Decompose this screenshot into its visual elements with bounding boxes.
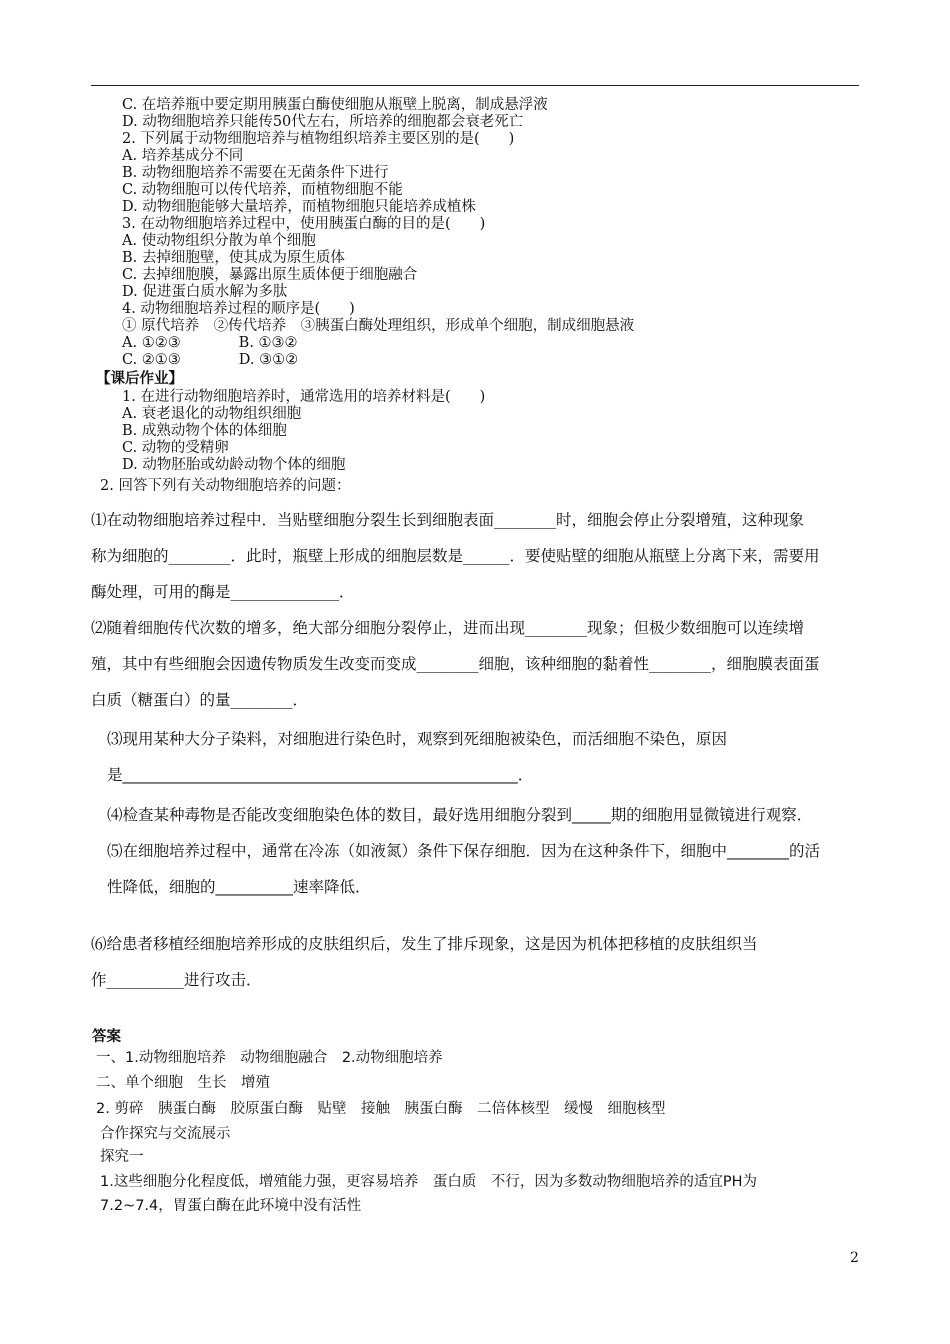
- question-option: D. 动物胚胎或幼龄动物个体的细胞: [122, 457, 346, 473]
- answer-line: 探究一: [100, 1149, 144, 1165]
- section-header-answers: 答案: [92, 1029, 121, 1045]
- question-option: C. 动物的受精卵: [122, 440, 229, 456]
- question-option: D. 动物细胞培养只能传50代左右，所培养的细胞都会衰老死亡: [122, 114, 524, 130]
- fill-blank-paragraph: 殖，其中有些细胞会因遗传物质发生改变而变成________细胞，该种细胞的黏着性________，细胞膜表面蛋: [91, 655, 820, 673]
- fill-blank-paragraph: 性降低，细胞的__________速率降低．: [107, 878, 371, 896]
- answer-line: 合作探究与交流展示: [100, 1126, 231, 1142]
- fill-blank-paragraph: ⑷检查某种毒物是否能改变细胞染色体的数目，最好选用细胞分裂到_____期的细胞用显微镜进行观察．: [107, 806, 813, 824]
- question-stem: 3. 在动物细胞培养过程中，使用胰蛋白酶的目的是( ): [122, 216, 486, 232]
- question-stem: 2. 下列属于动物细胞培养与植物组织培养主要区别的是( ): [122, 131, 515, 147]
- question-option: D. 促进蛋白质水解为多肽: [122, 284, 288, 300]
- question-option: C. 在培养瓶中要定期用胰蛋白酶使细胞从瓶壁上脱离，制成悬浮液: [122, 97, 548, 113]
- answer-line: 二、单个细胞 生长 增殖: [96, 1075, 270, 1091]
- question-stem: 1. 在进行动物细胞培养时，通常选用的培养材料是( ): [122, 389, 486, 405]
- question-option: A. 培养基成分不同: [122, 148, 244, 164]
- answer-line: 2. 剪碎 胰蛋白酶 胶原蛋白酶 贴壁 接触 胰蛋白酶 二倍体核型 缓慢 细胞核型: [96, 1101, 666, 1117]
- fill-blank-paragraph: 酶处理，可用的酶是______________．: [91, 583, 355, 601]
- fill-blank-paragraph: ⑶现用某种大分子染料，对细胞进行染色时，观察到死细胞被染色，而活细胞不染色，原因: [107, 730, 728, 748]
- question-option: B. 动物细胞培养不需要在无菌条件下进行: [122, 165, 389, 181]
- question-option: B. 去掉细胞壁，使其成为原生质体: [122, 250, 345, 266]
- question-stem: 2. 回答下列有关动物细胞培养的问题：: [100, 478, 351, 494]
- page-number: 2: [850, 1250, 859, 1266]
- fill-blank-paragraph: 称为细胞的________．此时，瓶壁上形成的细胞层数是______．要使贴壁的细胞从瓶壁上分离下来，需要用: [91, 547, 820, 565]
- fill-blank-paragraph: 白质（糖蛋白）的量________．: [91, 691, 309, 709]
- fill-blank-paragraph: ⑴在动物细胞培养过程中．当贴壁细胞分裂生长到细胞表面________时，细胞会停止分裂增殖，这种现象: [91, 511, 805, 529]
- fill-blank-paragraph: ⑸在细胞培养过程中，通常在冷冻（如液氮）条件下保存细胞．因为在这种条件下，细胞中________的活: [107, 842, 821, 860]
- question-option: C. ②①③ D. ③①②: [122, 352, 299, 368]
- question-option: C. 去掉细胞膜，暴露出原生质体便于细胞融合: [122, 267, 418, 283]
- answer-line: 一、1.动物细胞培养 动物细胞融合 2.动物细胞培养: [96, 1050, 443, 1066]
- fill-blank-paragraph: 作__________进行攻击．: [91, 971, 262, 989]
- question-option: A. 衰老退化的动物组织细胞: [122, 406, 302, 422]
- answer-line: 7.2~7.4，胃蛋白酶在此环境中没有活性: [100, 1198, 362, 1214]
- fill-blank-paragraph: ⑹给患者移植经细胞培养形成的皮肤组织后，发生了排斥现象，这是因为机体把移植的皮肤组织当: [91, 935, 758, 953]
- header-rule: [91, 85, 859, 86]
- question-option: A. ①②③ B. ①③②: [122, 335, 298, 351]
- question-stem: 4. 动物细胞培养过程的顺序是( ): [122, 301, 355, 317]
- fill-blank-paragraph: 是___________________________________________________．: [107, 766, 534, 784]
- question-option: C. 动物细胞可以传代培养，而植物细胞不能: [122, 182, 403, 198]
- question-option: B. 成熟动物个体的体细胞: [122, 423, 287, 439]
- question-stem: ① 原代培养 ②传代培养 ③胰蛋白酶处理组织，形成单个细胞，制成细胞悬液: [122, 318, 635, 334]
- fill-blank-paragraph: ⑵随着细胞传代次数的增多，绝大部分细胞分裂停止，进而出现________现象；但极少数细胞可以连续增: [91, 619, 805, 637]
- answer-line: 1.这些细胞分化程度低，增殖能力强，更容易培养 蛋白质 不行，因为多数动物细胞培养的适宜PH为: [100, 1174, 757, 1190]
- question-option: A. 使动物组织分散为单个细胞: [122, 233, 316, 249]
- question-option: D. 动物细胞能够大量培养，而植物细胞只能培养成植株: [122, 199, 476, 215]
- section-header-homework: 【课后作业】: [96, 370, 183, 387]
